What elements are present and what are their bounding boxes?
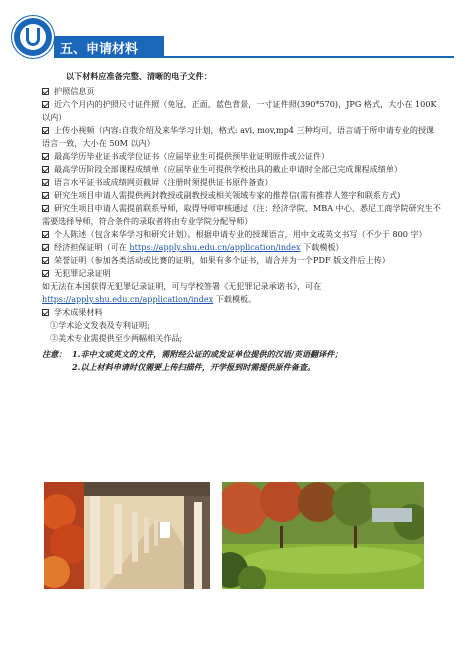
materials-content <box>42 70 442 374</box>
checkbox-icon <box>42 192 49 199</box>
campus-lawn-photo <box>222 482 424 589</box>
checkbox-icon <box>42 88 49 95</box>
list-item: 最高学历阶段全部课程成绩单（应届毕业生可提供学校出具的截止申请时全部已完成课程成绩单） <box>42 163 442 176</box>
checkbox-icon <box>42 257 49 264</box>
checkbox-icon <box>42 153 49 160</box>
academic-sub-item: ①学术论文发表及专利证明; <box>50 320 150 330</box>
campus-corridor-photo <box>44 482 210 589</box>
corridor-illustration <box>44 482 210 589</box>
section-title: 五、申请材料 <box>60 42 139 57</box>
note-line: 注意： 1.非中文或英文的文件，需附经公证的或发证单位提供的汉语/英语翻译件； <box>42 349 343 359</box>
list-item-honors: 荣誉证明（参加各类活动或比赛的证明，如果有多个证书，请合并为一个PDF 版文件后上传） <box>42 254 442 267</box>
checkbox-icon <box>42 270 49 277</box>
list-item-academic: 学术成果材料 <box>42 306 442 319</box>
academic-sub-item: ②美术专业需提供至少两幅相关作品; <box>50 333 183 343</box>
checkbox-icon <box>42 231 49 238</box>
list-item-guarantee: 经济担保证明（可在 https://apply.shu.edu.cn/application/index 下载模板） <box>42 241 442 254</box>
list-item: 语言水平证书或成绩网页截屏（注册时须提供证书原件备查） <box>42 176 442 189</box>
list-item: 个人陈述（包含来华学习和研究计划）。根据申请专业的授课语言，用中文或英文书写（不少于 800 字） <box>42 228 442 241</box>
checkbox-icon <box>42 166 49 173</box>
list-item: 研究生项目申请人需提前联系导师，取得导师审核通过（注：经济学院、MBA 中心、悉尼工商学院研究生不需要选择导师，符合条件的录取者将由专业学院分配导师） <box>42 203 441 226</box>
checkbox-icon <box>42 205 49 212</box>
list-item: 护照信息页 <box>42 85 442 98</box>
header-divider <box>164 56 454 58</box>
logo-mark <box>26 28 40 46</box>
list-item-no-crime: 无犯罪记录证明 <box>42 267 442 280</box>
note-label: 注意： <box>42 349 67 359</box>
list-item: 研究生项目申请人需提供两封教授或副教授或相关领域专家的推荐信(需有推荐人签字和联系方式) <box>42 189 442 202</box>
checkbox-icon <box>42 179 49 186</box>
checkbox-icon <box>42 127 49 134</box>
checkbox-icon <box>42 244 49 251</box>
list-item: 最高学历毕业证书或学位证书（应届毕业生可提供预毕业证明原件或公证件） <box>42 150 442 163</box>
university-logo <box>14 18 52 56</box>
list-item: 上传小视频（内容:自我介绍及来华学习计划，格式: avi, mov,mp4 三种均可，语言请于所申请专业的授课语言一致，大小在 50M 以内） <box>42 125 435 148</box>
intro-text: 以下材料应准备完整、清晰的电子文件： <box>66 71 212 81</box>
note-line: 2.以上材料申请时仅需要上传扫描件，开学报到时需提供原件备查。 <box>72 362 316 372</box>
no-crime-paragraph: 如无法在本国获得无犯罪记录证明，可与学校签署《无犯罪记录承诺书》，可在 https://apply.shu.edu.cn/application/index 下载模板。 <box>42 281 322 304</box>
checkbox-icon <box>42 309 49 316</box>
list-item: 近六个月内的护照尺寸证件照（免冠，正面，蓝色背景，一寸证件照(390*570)，JPG 格式，大小在 100K 以内） <box>42 99 437 122</box>
lawn-illustration <box>222 482 424 589</box>
checkbox-icon <box>42 101 49 108</box>
no-crime-template-link[interactable]: https://apply.shu.edu.cn/application/index <box>42 294 214 304</box>
download-template-link[interactable]: https://apply.shu.edu.cn/application/index <box>129 242 301 252</box>
